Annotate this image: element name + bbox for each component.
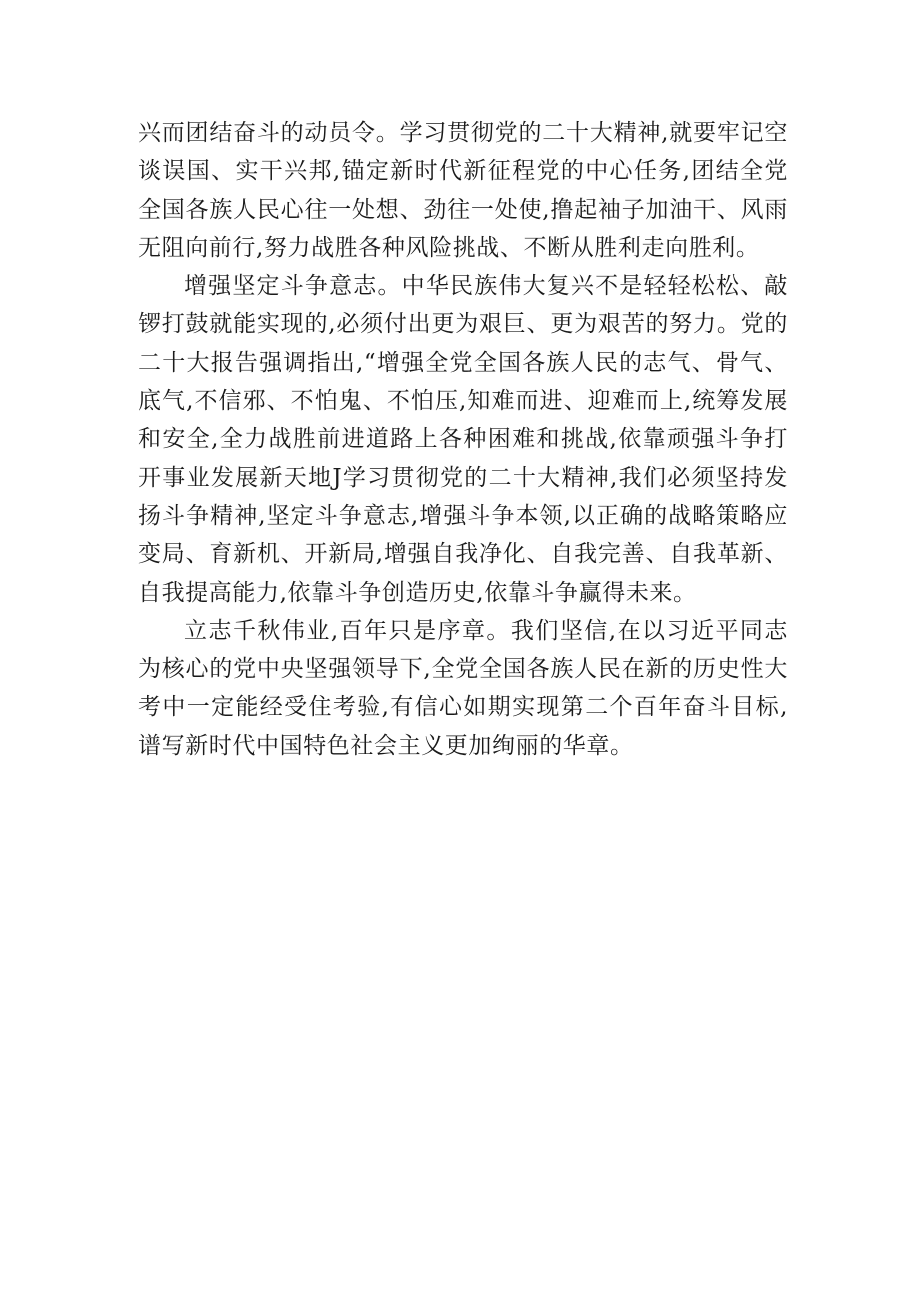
paragraph-conclusion: 立志千秋伟业,百年只是序章。我们坚信,在以习近平同志为核心的党中央坚强领导下,全党全国各族人民在新的历史性大考中一定能经受住考验,有信心如期实现第二个百年奋斗目标,谱写新时代中国特色社会主义更加绚丽的华章。: [138, 617, 788, 759]
body-text: [138, 114, 788, 765]
paragraph-continuation: 兴而团结奋斗的动员令。学习贯彻党的二十大精神,就要牢记空谈误国、实干兴邦,锚定新时代新征程党的中心任务,团结全党全国各族人民心往一处想、劲往一处使,撸起袖子加油干、风雨无阻向前行,努力战胜各种风险挑战、不断从胜利走向胜利。: [138, 120, 788, 261]
paragraph-struggle-will: 增强坚定斗争意志。中华民族伟大复兴不是轻轻松松、敲锣打鼓就能实现的,必须付出更为艰巨、更为艰苦的努力。党的二十大报告强调指出,“增强全党全国各族人民的志气、骨气、底气,不信邪、不怕鬼、不怕压,知难而进、迎难而上,统筹发展和安全,全力战胜前进道路上各种困难和挑战,依靠顽强斗争打开事业发展新天地J学习贯彻党的二十大精神,我们必须坚持发扬斗争精神,坚定斗争意志,增强斗争本领,以正确的战略策略应变局、育新机、开新局,增强自我净化、自我完善、自我革新、自我提高能力,依靠斗争创造历史,依靠斗争赢得未来。: [138, 273, 788, 606]
